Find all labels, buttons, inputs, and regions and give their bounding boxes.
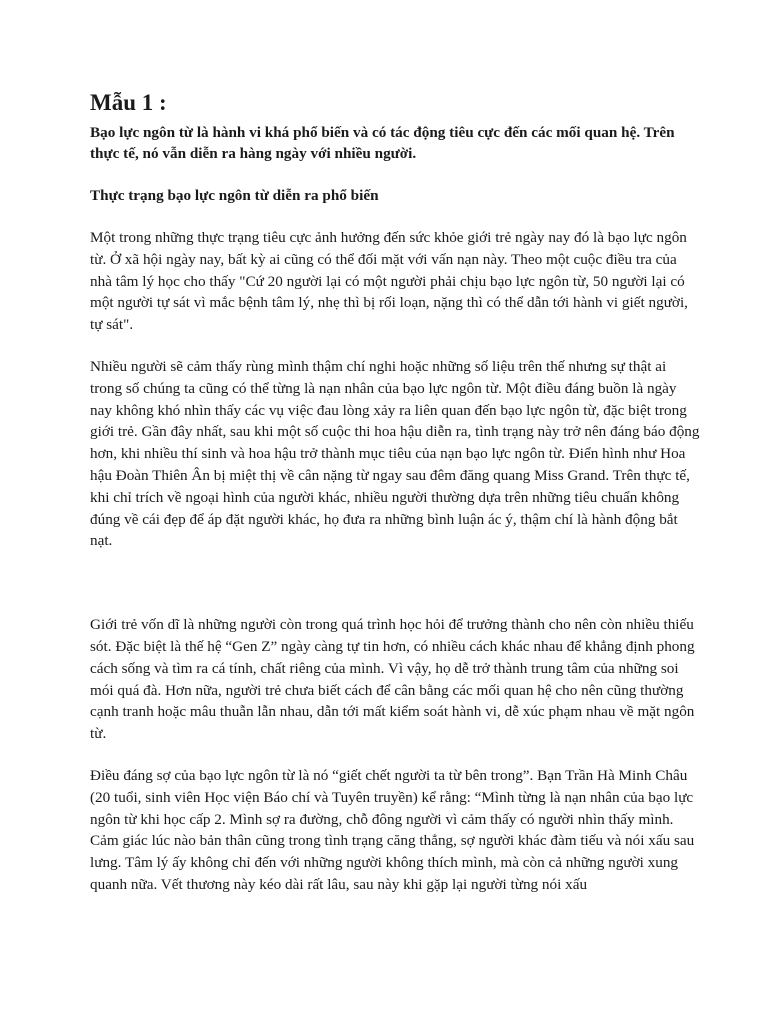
body-paragraph: Điều đáng sợ của bạo lực ngôn từ là nó “giết chết người ta từ bên trong”. Bạn Trần Hà Minh Châu (20 tuổi, sinh viên Học viện Báo chí và Tuyên truyền) kể rằng: “Mình từng là nạn nhân của bạo lực ngôn từ khi học cấp 2. Mình sợ ra đường, chỗ đông người vì cảm thấy có người nhìn thấy mình. Cảm giác lúc nào bản thân cũng trong tình trạng căng thẳng, sợ người khác đàm tiếu và nói xấu sau lưng. Tâm lý ấy không chỉ đến với những người không thích mình, mà còn cả những người xung quanh nữa. Vết thương này kéo dài rất lâu, sau này khi gặp lại người từng nói xấu — [90, 766, 695, 893]
body-paragraph: Giới trẻ vốn dĩ là những người còn trong quá trình học hỏi để trưởng thành cho nên còn nhiều thiếu sót. Đặc biệt là thế hệ “Gen Z” ngày càng tự tin hơn, có nhiều cách khác nhau để khẳng định phong cách sống và tìm ra cá tính, chất riêng của mình. Vì vậy, họ dễ trở thành trung tâm của những soi mói quá đà. Hơn nữa, người trẻ chưa biết cách để cân bằng các mối quan hệ cho nên cũng thường cạnh tranh hoặc mâu thuẫn lẫn nhau, dẫn tới mất kiểm soát hành vi, dễ xúc phạm nhau về mặt ngôn từ. — [90, 616, 695, 743]
section-heading: Thực trạng bạo lực ngôn từ diễn ra phổ biến — [90, 187, 379, 204]
body-paragraph: Nhiều người sẽ cảm thấy rùng mình thậm chí nghi hoặc những số liệu trên thế nhưng sự thật ai trong số chúng ta cũng có thể từng là nạn nhân của bạo lực ngôn từ. Một điều đáng buồn là ngày nay không khó nhìn thấy các vụ việc đau lòng xảy ra liên quan đến bạo lực ngôn từ, đặc biệt trong giới trẻ. Gần đây nhất, sau khi một số cuộc thi hoa hậu diễn ra, tình trạng này trở nên đáng báo động hơn, khi nhiều thí sinh và hoa hậu trở thành mục tiêu của nạn bạo lực ngôn từ. Điển hình như Hoa hậu Đoàn Thiên Ân bị miệt thị về cân nặng từ ngay sau đêm đăng quang Miss Grand. Trên thực tế, khi chỉ trích về ngoại hình của người khác, nhiều người thường dựa trên những tiêu chuẩn không đúng về cái đẹp để áp đặt người khác, họ đưa ra những bình luận ác ý, thậm chí là hành động bắt nạt. — [90, 357, 700, 550]
document-title: Mẫu 1 : — [90, 90, 167, 115]
document-page — [90, 88, 702, 896]
body-paragraph: Một trong những thực trạng tiêu cực ảnh hưởng đến sức khỏe giới trẻ ngày nay đó là bạo lực ngôn từ. Ở xã hội ngày nay, bất kỳ ai cũng có thể đối mặt với vấn nạn này. Theo một cuộc điều tra của nhà tâm lý học cho thấy "Cứ 20 người lại có một người phải chịu bạo lực ngôn từ, 50 người lại có một người tự sát vì mắc bệnh tâm lý, nhẹ thì bị rối loạn, nặng thì có thể dẫn tới hành vi giết người, tự sát". — [90, 229, 688, 334]
lead-paragraph: Bạo lực ngôn từ là hành vi khá phổ biến và có tác động tiêu cực đến các mối quan hệ. Trên thực tế, nó vẫn diễn ra hàng ngày với nhiều người. — [90, 124, 675, 162]
